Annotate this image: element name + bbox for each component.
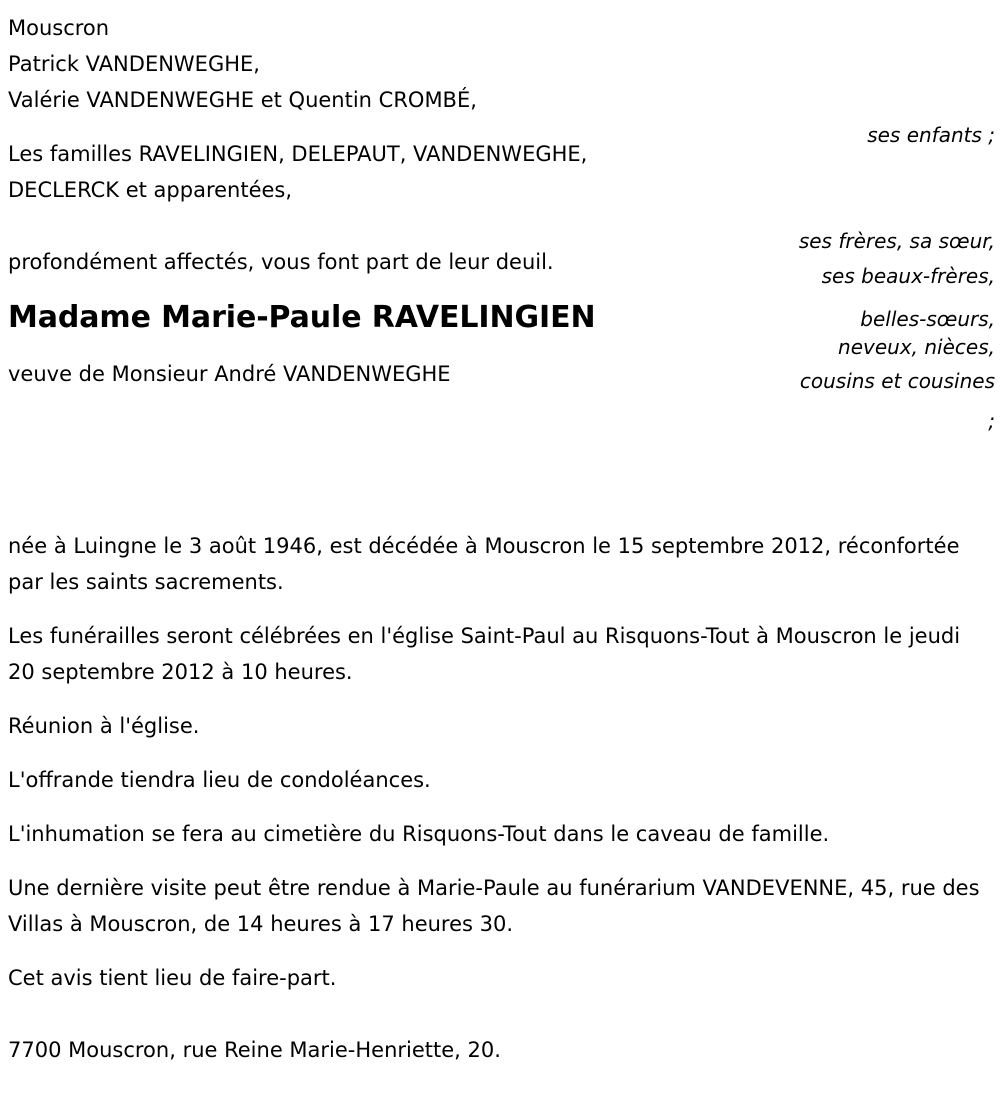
relation-brothers-in-law: ses beaux-frères, — [821, 264, 995, 288]
notice-statement-paragraph: Cet avis tient lieu de faire-part. — [8, 966, 337, 990]
spacer — [8, 600, 993, 618]
spacer — [8, 996, 993, 1032]
deceased-name: Madame Marie-Paule RAVELINGIEN — [8, 300, 596, 335]
birth-death-paragraph: née à Luingne le 3 août 1946, est décédée à Mouscron le 15 septembre 2012, réconfortée par les saints sacrements. — [8, 534, 960, 594]
relation-sisters-in-law: belles-sœurs, — [860, 307, 995, 331]
spacer — [8, 942, 993, 960]
child-name-1: Patrick VANDENWEGHE, — [8, 52, 260, 76]
spacer — [8, 118, 768, 136]
family-names-line-2: DECLERCK et apparentées, — [8, 178, 293, 202]
widow-of-line: veuve de Monsieur André VANDENWEGHE — [8, 362, 451, 386]
child-name-2: Valérie VANDENWEGHE et Quentin CROMBÉ, — [8, 88, 477, 112]
relation-cousins: cousins et cousines — [799, 369, 995, 393]
relation-children: ses enfants ; — [867, 123, 995, 147]
funeral-paragraph: Les funérailles seront célébrées en l'église Saint-Paul au Risquons-Tout à Mouscron le jeudi 20 septembre 2012 à 10 heures. — [8, 624, 961, 684]
visitation-paragraph: Une dernière visite peut être rendue à Marie-Paule au funérarium VANDEVENNE, 45, rue des Villas à Mouscron, de 14 heures à 17 heures 30. — [8, 876, 980, 936]
burial-paragraph: L'inhumation se fera au cimetière du Risquons-Tout dans le caveau de famille. — [8, 822, 830, 846]
offering-paragraph: L'offrande tiendra lieu de condoléances. — [8, 768, 431, 792]
relation-siblings: ses frères, sa sœur, — [798, 229, 995, 253]
family-names-line-1: Les familles RAVELINGIEN, DELEPAUT, VANDENWEGHE, — [8, 142, 588, 166]
address-line: 7700 Mouscron, rue Reine Marie-Henriette, 20. — [8, 1038, 501, 1062]
spacer — [8, 338, 768, 356]
spacer — [8, 744, 993, 762]
spacer — [8, 280, 768, 298]
closing-statement: profondément affectés, vous font part de leur deuil. — [8, 250, 554, 274]
relation-trailing-punctuation: ; — [988, 409, 995, 433]
relation-nephews-nieces: neveux, nièces, — [838, 335, 995, 359]
body-block — [8, 528, 993, 1068]
locality: Mouscron — [8, 16, 110, 40]
gathering-paragraph: Réunion à l'église. — [8, 714, 200, 738]
spacer — [8, 852, 993, 870]
spacer — [8, 690, 993, 708]
announcement-block — [8, 10, 768, 392]
spacer — [8, 798, 993, 816]
spacer — [8, 208, 768, 244]
